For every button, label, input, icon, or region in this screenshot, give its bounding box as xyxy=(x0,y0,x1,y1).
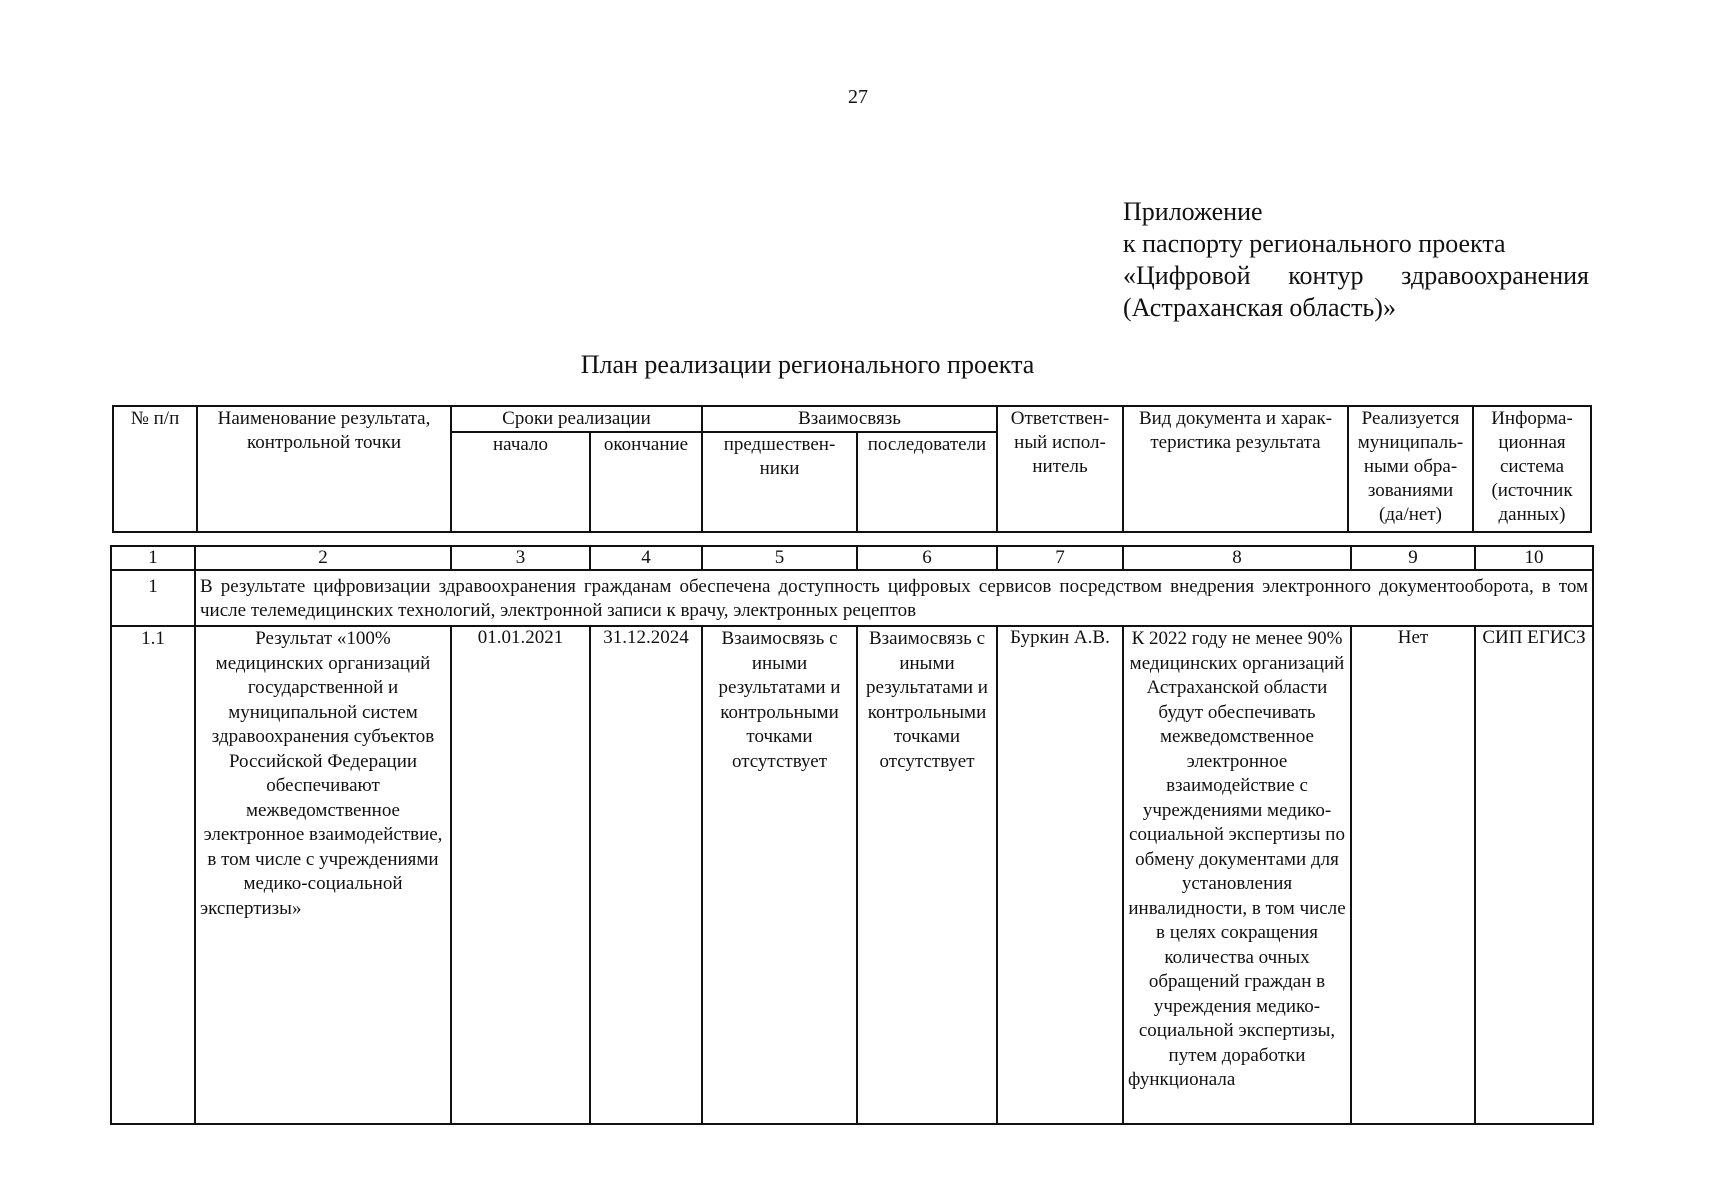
header-document: Вид документа и харак- теристика результата xyxy=(1123,406,1348,532)
plan-header-table xyxy=(112,405,1592,533)
column-number: 10 xyxy=(1475,546,1593,570)
plan-body-table xyxy=(110,545,1594,1125)
row-1-1-successors: Взаимосвязь с иными результатами и контрольными точками отсутствует xyxy=(857,626,997,1124)
plan-title: План реализации регионального проекта xyxy=(580,350,1035,379)
column-number: 6 xyxy=(857,546,997,570)
row-1-1-start: 01.01.2021 xyxy=(451,626,590,1124)
appendix-line-1: Приложение xyxy=(1123,197,1263,226)
row-1-1-municipal: Нет xyxy=(1351,626,1475,1124)
column-number-row xyxy=(111,546,1593,570)
header-num: № п/п xyxy=(113,406,197,532)
header-info-system: Информа- ционная система (источник данных) xyxy=(1473,406,1591,532)
row-1-1-name: Результат «100% медицинских организаций государственной и муниципальной систем здравоохранения субъектов Российской Федерации обеспечивают межведомственное электронное взаимодействие, в том числе с учреждениями медико-социальной экспертизы» xyxy=(195,626,451,1124)
header-name: Наименование результата, контрольной точки xyxy=(197,406,451,532)
column-number: 2 xyxy=(195,546,451,570)
column-number: 8 xyxy=(1123,546,1351,570)
column-number: 9 xyxy=(1351,546,1475,570)
table-row xyxy=(111,570,1593,626)
row-1-1-info-system: СИП ЕГИСЗ xyxy=(1475,626,1593,1124)
column-number: 4 xyxy=(590,546,702,570)
header-responsible: Ответствен- ный испол- нитель xyxy=(997,406,1123,532)
row-1-1-document: К 2022 году не менее 90% медицинских организаций Астраханской области будут обеспечивать межведомственное электронное взаимодействие с учреждениями медико-социальной экспертизы по обмену документами для установления инвалидности, в том числе в целях сокращения количества очных обращений граждан в учреждения медико-социальной экспертизы, путем доработки функционала xyxy=(1123,626,1351,1124)
row-1-num: 1 xyxy=(111,570,195,626)
row-1-1-num: 1.1 xyxy=(111,626,195,1124)
header-municipal: Реализуется муниципаль- ными обра- зованиями (да/нет) xyxy=(1348,406,1473,532)
appendix-line-4: (Астраханская область)» xyxy=(1123,293,1396,322)
column-number: 5 xyxy=(702,546,857,570)
header-predecessors: предшествен- ники xyxy=(702,432,857,532)
appendix-line-3: «Цифровой контур здравоохранения xyxy=(1123,261,1589,290)
header-terms: Сроки реализации xyxy=(451,406,702,432)
header-successors: последователи xyxy=(857,432,997,532)
row-1-1-predecessors: Взаимосвязь с иными результатами и контрольными точками отсутствует xyxy=(702,626,857,1124)
row-1-1-end: 31.12.2024 xyxy=(590,626,702,1124)
column-number: 3 xyxy=(451,546,590,570)
appendix-heading xyxy=(1123,196,1589,324)
row-1-1-responsible: Буркин А.В. xyxy=(997,626,1123,1124)
table-row xyxy=(111,626,1593,1124)
row-1-goal-text: В результате цифровизации здравоохранения гражданам обеспечена доступность цифровых сервисов посредством внедрения электронного документооборота, в том числе телемедицинских технологий, электронной записи к врачу, электронных рецептов xyxy=(195,570,1593,626)
header-start: начало xyxy=(451,432,590,532)
column-number: 7 xyxy=(997,546,1123,570)
appendix-line-2: к паспорту регионального проекта xyxy=(1123,229,1506,258)
column-number: 1 xyxy=(111,546,195,570)
header-end: окончание xyxy=(590,432,702,532)
header-relation: Взаимосвязь xyxy=(702,406,997,432)
